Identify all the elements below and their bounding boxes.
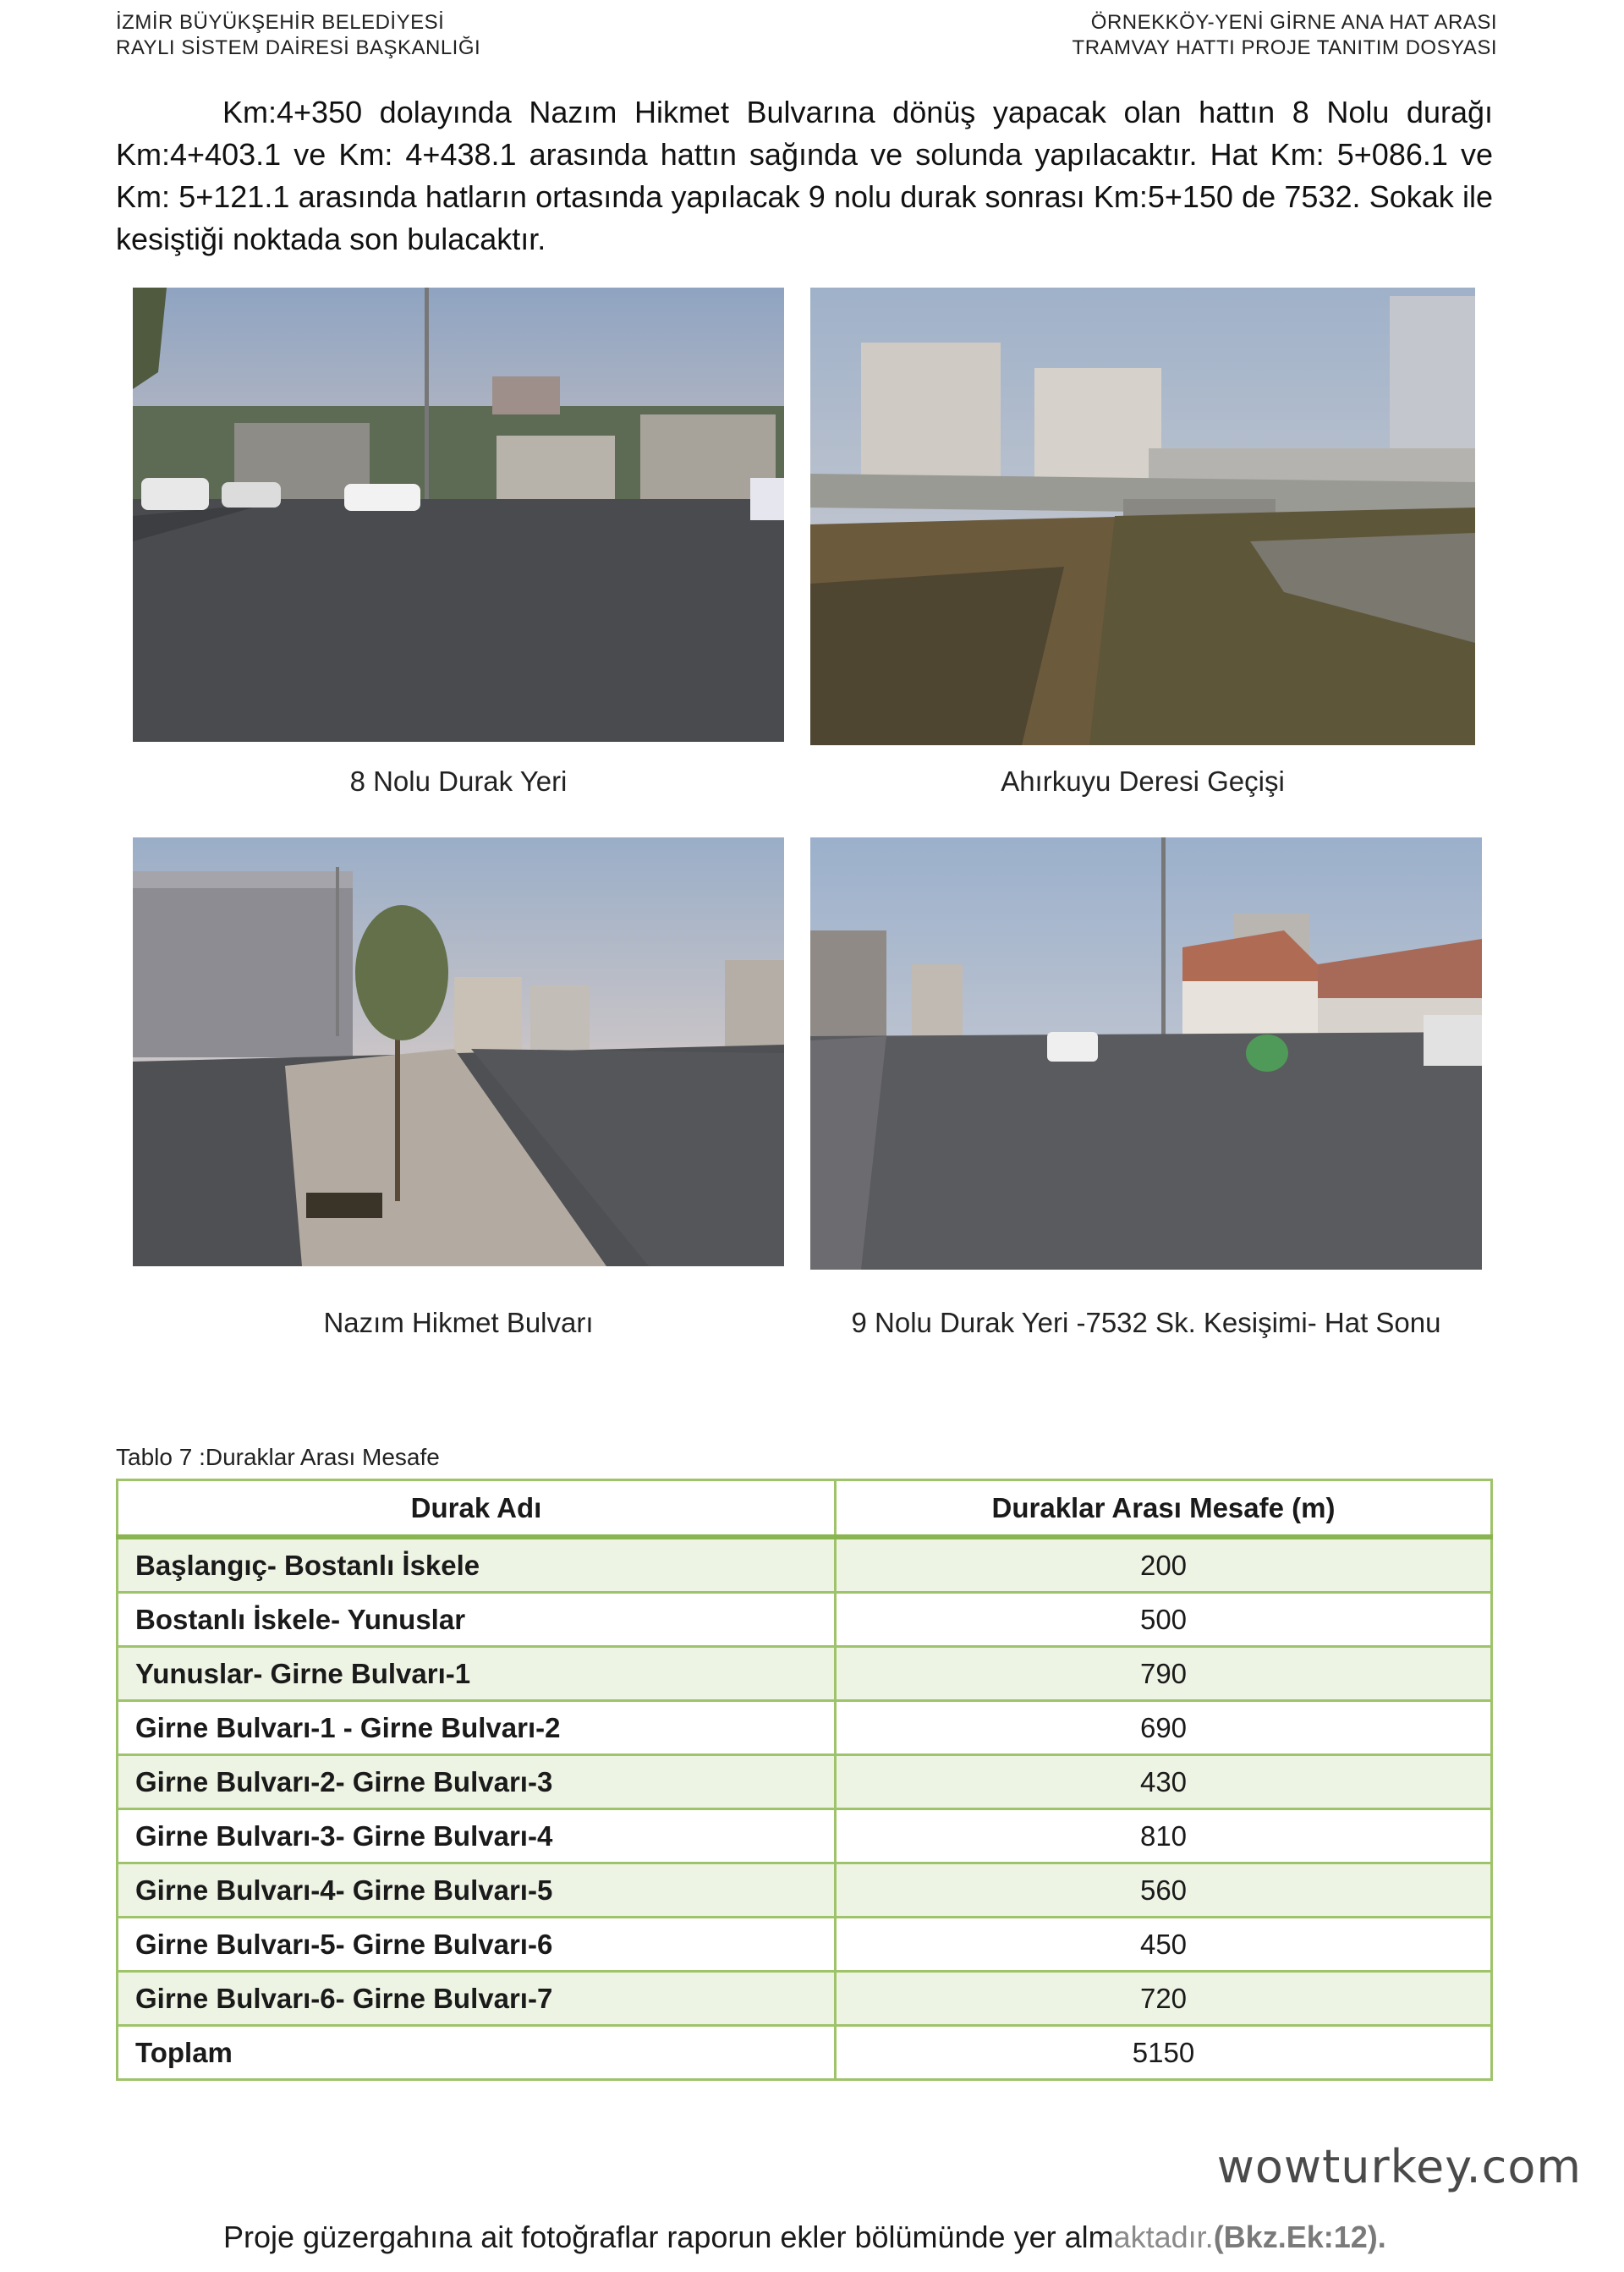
cell-distance: 430	[836, 1755, 1492, 1809]
photo-stop-9-line-end	[810, 837, 1482, 1270]
cell-stop-name: Bostanlı İskele- Yunuslar	[118, 1593, 836, 1647]
table-row	[118, 1918, 1492, 1972]
cell-distance: 810	[836, 1809, 1492, 1863]
cell-total-label: Toplam	[118, 2026, 836, 2080]
photo-caption-ahirkuyu-creek: Ahırkuyu Deresi Geçişi	[1001, 766, 1285, 797]
table-header-row	[118, 1480, 1492, 1538]
footer-note	[223, 2220, 1386, 2255]
table-row	[118, 1972, 1492, 2026]
header-department: RAYLI SİSTEM DAİRESİ BAŞKANLIĞI	[116, 36, 481, 59]
cell-distance: 560	[836, 1863, 1492, 1918]
header-institution: İZMİR BÜYÜKŞEHİR BELEDİYESİ	[116, 11, 445, 34]
table-row	[118, 1809, 1492, 1863]
cell-stop-name: Girne Bulvarı-4- Girne Bulvarı-5	[118, 1863, 836, 1918]
intro-paragraph-text: Km:4+350 dolayında Nazım Hikmet Bulvarına dönüş yapacak olan hattın 8 Nolu durağı Km:4+403.1 ve Km: 4+438.1 arasında hattın sağında ve solunda yapılacaktır. Hat Km: 5+086.1 ve Km: 5+121.1 arasında hatların ortasında yapılacak 9 nolu durak sonrası Km:5+150 de 7532. Sokak ile kesiştiği noktada son bulacaktır.	[116, 95, 1493, 256]
cell-distance: 500	[836, 1593, 1492, 1647]
stop-distance-table	[116, 1479, 1493, 2081]
column-header-stop-name: Durak Adı	[118, 1480, 836, 1538]
cell-stop-name: Yunuslar- Girne Bulvarı-1	[118, 1647, 836, 1701]
cell-distance: 450	[836, 1918, 1492, 1972]
photo-caption-stop-9-line-end: 9 Nolu Durak Yeri -7532 Sk. Kesişimi- Hat Sonu	[851, 1307, 1441, 1338]
photo-stop-8	[133, 288, 784, 742]
table-row	[118, 1863, 1492, 1918]
footer-appendix-reference: (Bkz.Ek:12).	[1213, 2220, 1386, 2254]
photo-nazim-hikmet-boulevard	[133, 837, 784, 1266]
table-caption: Tablo 7 :Duraklar Arası Mesafe	[116, 1444, 440, 1470]
table-row	[118, 1701, 1492, 1755]
cell-stop-name: Girne Bulvarı-2- Girne Bulvarı-3	[118, 1755, 836, 1809]
footer-note-text-faded: aktadır.	[1113, 2220, 1214, 2254]
photo-ahirkuyu-creek	[810, 288, 1475, 745]
table-row	[118, 1755, 1492, 1809]
cell-total-distance: 5150	[836, 2026, 1492, 2080]
header-right	[1073, 10, 1497, 61]
cell-distance: 200	[836, 1537, 1492, 1593]
cell-distance: 720	[836, 1972, 1492, 2026]
intro-paragraph	[116, 91, 1493, 261]
cell-stop-name: Başlangıç- Bostanlı İskele	[118, 1537, 836, 1593]
table-row	[118, 1647, 1492, 1701]
column-header-distance: Duraklar Arası Mesafe (m)	[836, 1480, 1492, 1538]
watermark: wowturkey.com	[1216, 2140, 1582, 2193]
cell-distance: 690	[836, 1701, 1492, 1755]
cell-stop-name: Girne Bulvarı-6- Girne Bulvarı-7	[118, 1972, 836, 2026]
photo-caption-stop-8: 8 Nolu Durak Yeri	[349, 766, 568, 797]
cell-stop-name: Girne Bulvarı-5- Girne Bulvarı-6	[118, 1918, 836, 1972]
cell-distance: 790	[836, 1647, 1492, 1701]
footer-note-text: Proje güzergahına ait fotoğraflar raporun ekler bölümünde yer alm	[223, 2220, 1114, 2254]
photo-caption-nazim-hikmet-boulevard: Nazım Hikmet Bulvarı	[323, 1307, 594, 1338]
table-total-row	[118, 2026, 1492, 2080]
cell-stop-name: Girne Bulvarı-1 - Girne Bulvarı-2	[118, 1701, 836, 1755]
table-row	[118, 1537, 1492, 1593]
header-left	[116, 10, 480, 61]
header-project: ÖRNEKKÖY-YENİ GİRNE ANA HAT ARASI	[1090, 11, 1497, 34]
table-row	[118, 1593, 1492, 1647]
cell-stop-name: Girne Bulvarı-3- Girne Bulvarı-4	[118, 1809, 836, 1863]
header-document-title: TRAMVAY HATTI PROJE TANITIM DOSYASI	[1072, 36, 1497, 59]
